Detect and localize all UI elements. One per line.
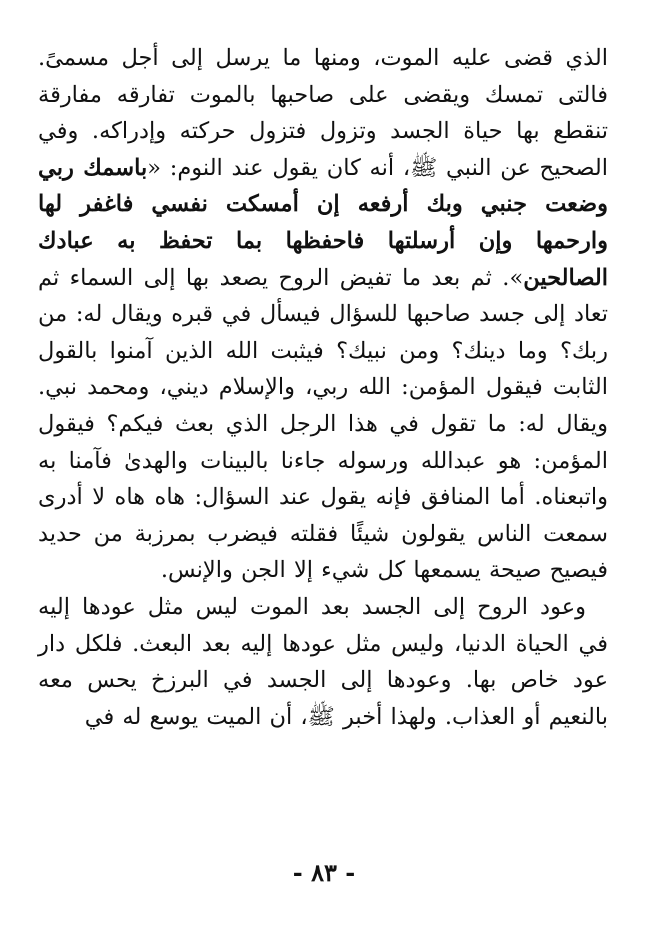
paragraph-1-continuation: ». ثم بعد ما تفيض الروح يصعد بها إلى السماء ثم تعاد إلى جسد صاحبها للسؤال فيسأل في قبره ويقال له: من ربك؟ وما دينك؟ ومن نبيك؟ فيثبت الله الذين آمنوا بالقول الثابت فيقول المؤمن: الله ربي، والإسلام ديني، ومحمد نبي. ويقال له: ما تقول في هذا الرجل الذي بعث فيكم؟ فيقول المؤمن: هو عبدالله ورسوله جاءنا بالبينات والهدىٰ فآمنا به واتبعناه. أما المنافق فإنه يقول عند السؤال: هاه هاه لا أدرى سمعت الناس يقولون شيئًا فقلته فيضرب بمرزبة من حديد فيصيح صيحة يسمعها كل شيء إلا الجن والإنس. bbox=[38, 264, 608, 584]
paragraph-2-text: وعود الروح إلى الجسد بعد الموت ليس مثل عودها إليه في الحياة الدنيا، وليس مثل عودها إليه بعد البعث. فلكل دار عود خاص بها. وعودها إلى الجسد في البرزخ يحس معه بالنعيم أو العذاب. ولهذا أخبر ﷺ، أن الميت يوسع له في bbox=[38, 593, 608, 730]
paragraph-2 bbox=[38, 589, 608, 735]
prayer-quote: باسمك ربي وضعت جنبي وبك أرفعه إن أمسكت نفسي فاغفر لها وارحمها وإن أرسلتها فاحفظها بما تحفظ به عبادك الصالحين bbox=[38, 154, 608, 291]
paragraph-1 bbox=[38, 40, 608, 589]
paragraph-1-text: الذي قضى عليه الموت، ومنها ما يرسل إلى أجل مسمىً. فالتى تمسك ويقضى على صاحبها بالموت تفارقه مفارقة تنقطع بها حياة الجسد وتزول فتزول حركته وإدراكه. وفي الصحيح عن النبي ﷺ، أنه كان يقول عند النوم: « bbox=[38, 45, 609, 181]
page-body bbox=[38, 40, 608, 875]
page-number: - ٨٣ - bbox=[292, 858, 356, 887]
